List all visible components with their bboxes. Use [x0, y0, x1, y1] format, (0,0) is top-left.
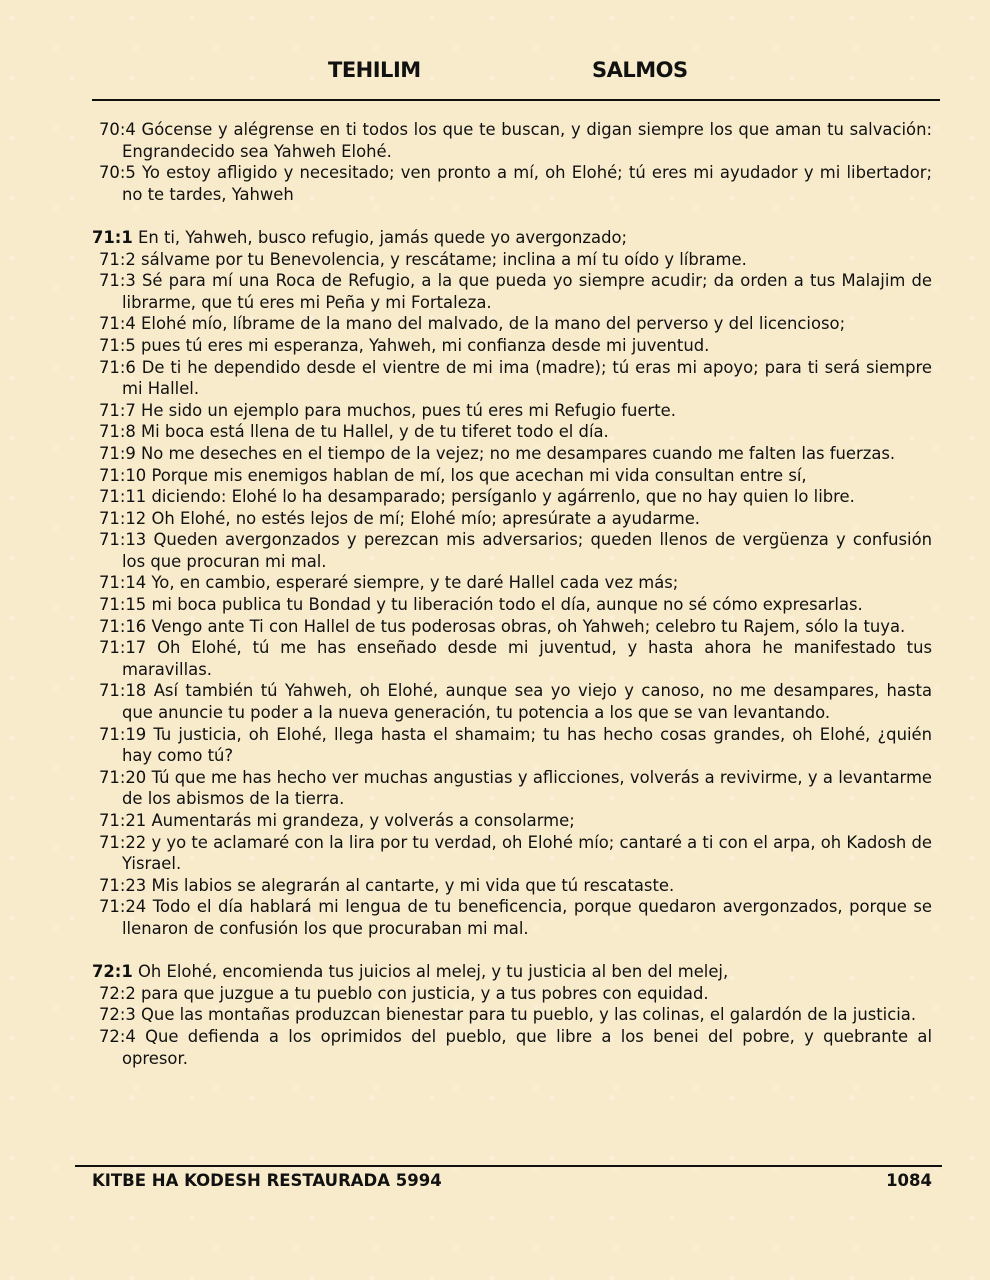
verse: 71:12 Oh Elohé, no estés lejos de mí; Elohé mío; apresúrate a ayudarme.	[99, 508, 701, 528]
verse: 71:11 diciendo: Elohé lo ha desamparado; persíganlo y agárrenlo, que no hay quien lo libre.	[99, 487, 855, 507]
verse: 71:18 Así también tú Yahweh, oh Elohé, aunque sea yo viejo y canoso, no me desampares, hasta que anuncie tu poder a la nueva generación, tu potencia a los que se van levantando.	[99, 681, 932, 723]
page-number: 1084	[886, 1171, 932, 1190]
header-rule	[92, 99, 940, 101]
header-book-spanish: SALMOS	[592, 58, 688, 82]
chapter-start-verse: 72:1 Oh Elohé, encomienda tus juicios al melej, y tu justicia al ben del melej,	[92, 962, 729, 982]
verse: 70:5 Yo estoy afligido y necesitado; ven pronto a mí, oh Elohé; tú eres mi ayudador y mi libertador; no te tardes, Yahweh	[99, 163, 932, 204]
verse: 71:17 Oh Elohé, tú me has enseñado desde mi juventud, y hasta ahora he manifestado tus maravillas.	[99, 638, 932, 679]
verse: 71:4 Elohé mío, líbrame de la mano del malvado, de la mano del perverso y del licencioso;	[99, 314, 846, 334]
footer-title: KITBE HA KODESH RESTAURADA 5994	[92, 1171, 442, 1190]
verse: 70:4 Gócense y alégrense en ti todos los que te buscan, y digan siempre los que aman tu salvación: Engrandecido sea Yahweh Elohé.	[99, 120, 932, 161]
verse: 71:14 Yo, en cambio, esperaré siempre, y te daré Hallel cada vez más;	[99, 573, 679, 593]
footer-rule	[75, 1165, 942, 1167]
verse: 71:23 Mis labios se alegrarán al cantarte, y mi vida que tú rescataste.	[99, 875, 675, 895]
verse: 71:20 Tú que me has hecho ver muchas angustias y aflicciones, volverás a revivirme, y a levantarme de los abismos de la tierra.	[99, 767, 932, 809]
verse: 71:24 Todo el día hablará mi lengua de tu beneficencia, porque quedaron avergonzados, porque se llenaron de confusión los que procuraban mi mal.	[99, 897, 932, 938]
chapter-start-verse: 71:1 En ti, Yahweh, busco refugio, jamás quede yo avergonzado;	[92, 227, 628, 247]
verse: 71:8 Mi boca está llena de tu Hallel, y de tu tiferet todo el día.	[99, 422, 609, 442]
verse: 71:7 He sido un ejemplo para muchos, pues tú eres mi Refugio fuerte.	[99, 400, 676, 420]
verse: 72:4 Que defienda a los oprimidos del pueblo, que libre a los benei del pobre, y quebrante al opresor.	[99, 1026, 932, 1068]
verse: 71:2 sálvame por tu Benevolencia, y rescátame; inclina a mí tu oído y líbrame.	[99, 249, 747, 269]
verse: 71:19 Tu justicia, oh Elohé, llega hasta el shamaim; tu has hecho cosas grandes, oh Elohé, ¿quién hay como tú?	[99, 724, 933, 766]
verse: 71:10 Porque mis enemigos hablan de mí, los que acechan mi vida consultan entre sí,	[99, 465, 807, 485]
verse: 72:2 para que juzgue a tu pueblo con justicia, y a tus pobres con equidad.	[99, 983, 709, 1003]
scripture-text	[92, 119, 932, 1069]
verse: 71:16 Vengo ante Ti con Hallel de tus poderosas obras, oh Yahweh; celebro tu Rajem, sólo la tuya.	[99, 616, 906, 636]
verse: 72:3 Que las montañas produzcan bienestar para tu pueblo, y las colinas, el galardón de la justicia.	[99, 1005, 917, 1025]
verse: 71:9 No me deseches en el tiempo de la vejez; no me desampares cuando me falten las fuerzas.	[99, 443, 896, 463]
verse: 71:13 Queden avergonzados y perezcan mis adversarios; queden llenos de vergüenza y confusión los que procuran mi mal.	[99, 530, 932, 571]
header-book-hebrew: TEHILIM	[328, 58, 421, 82]
page-header	[92, 58, 940, 88]
verse: 71:15 mi boca publica tu Bondad y tu liberación todo el día, aunque no sé cómo expresarlas.	[99, 595, 863, 615]
verse: 71:5 pues tú eres mi esperanza, Yahweh, mi confianza desde mi juventud.	[99, 335, 710, 355]
verse: 71:22 y yo te aclamaré con la lira por tu verdad, oh Elohé mío; cantaré a ti con el arpa, oh Kadosh de Yisrael.	[99, 832, 932, 874]
verse: 71:21 Aumentarás mi grandeza, y volverás a consolarme;	[99, 811, 575, 830]
verse: 71:3 Sé para mí una Roca de Refugio, a la que pueda yo siempre acudir; da orden a tus Malajim de librarme, que tú eres mi Peña y mi Fortaleza.	[99, 271, 932, 312]
verse: 71:6 De ti he dependido desde el vientre de mi ima (madre); tú eras mi apoyo; para ti será siempre mi Hallel.	[99, 357, 932, 399]
